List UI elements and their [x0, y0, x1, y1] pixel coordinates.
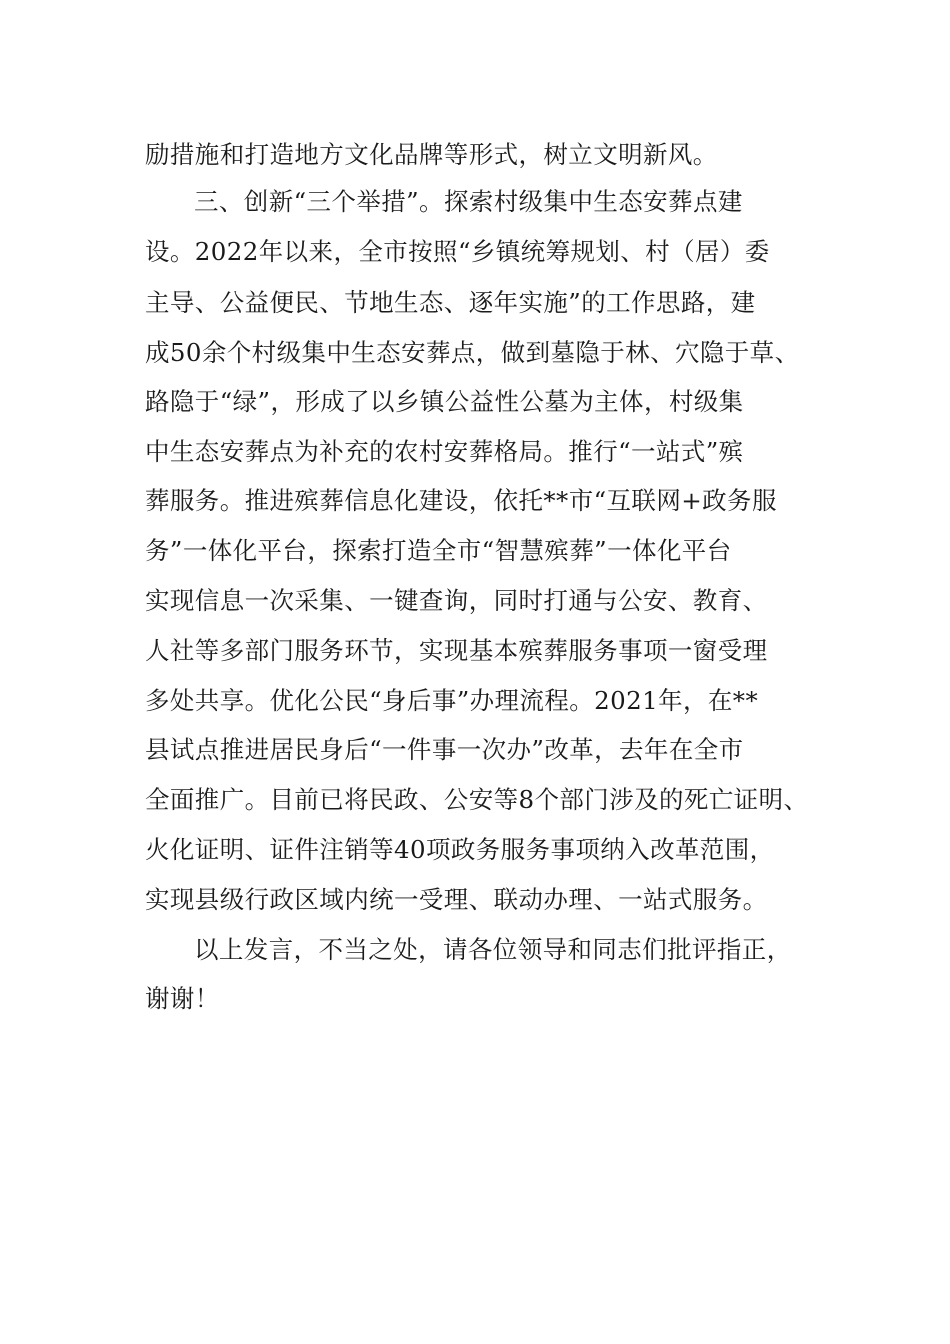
paragraph-line: 设。2022年以来，全市按照“乡镇统筹规划、村（居）委: [145, 237, 770, 266]
paragraph-line: 三、创新“三个举措”。探索村级集中生态安葬点建: [194, 187, 743, 216]
paragraph-line: 实现县级行政区域内统一受理、联动办理、一站式服务。: [145, 885, 768, 914]
paragraph-line: 中生态安葬点为补充的农村安葬格局。推行“一站式”殡: [145, 437, 744, 466]
paragraph-line: 全面推广。目前已将民政、公安等8个部门涉及的死亡证明、: [145, 785, 809, 814]
paragraph-line: 火化证明、证件注销等40项政务服务事项纳入改革范围，: [145, 835, 775, 864]
paragraph-line: 县试点推进居民身后“一件事一次办”改革，去年在全市: [145, 735, 744, 764]
paragraph-line: 实现信息一次采集、一键查询，同时打通与公安、教育、: [145, 586, 768, 615]
paragraph-line: 多处共享。优化公民“身后事”办理流程。2021年，在**: [145, 686, 759, 715]
paragraph-line: 葬服务。推进殡葬信息化建设，依托**市“互联网+政务服: [145, 486, 777, 515]
paragraph-line: 以上发言，不当之处，请各位领导和同志们批评指正，: [194, 935, 792, 964]
paragraph-line: 成50余个村级集中生态安葬点，做到墓隐于林、穴隐于草、: [145, 338, 800, 367]
paragraph-line: 路隐于“绿”，形成了以乡镇公益性公墓为主体，村级集: [145, 387, 744, 416]
paragraph-line: 务”一体化平台，探索打造全市“智慧殡葬”一体化平台: [145, 536, 732, 565]
paragraph-line: 主导、公益便民、节地生态、逐年实施”的工作思路，建: [145, 288, 756, 317]
paragraph-line: 励措施和打造地方文化品牌等形式，树立文明新风。: [145, 140, 718, 169]
paragraph-line: 谢谢！: [145, 984, 220, 1013]
paragraph-line: 人社等多部门服务环节，实现基本殡葬服务事项一窗受理: [145, 636, 768, 665]
